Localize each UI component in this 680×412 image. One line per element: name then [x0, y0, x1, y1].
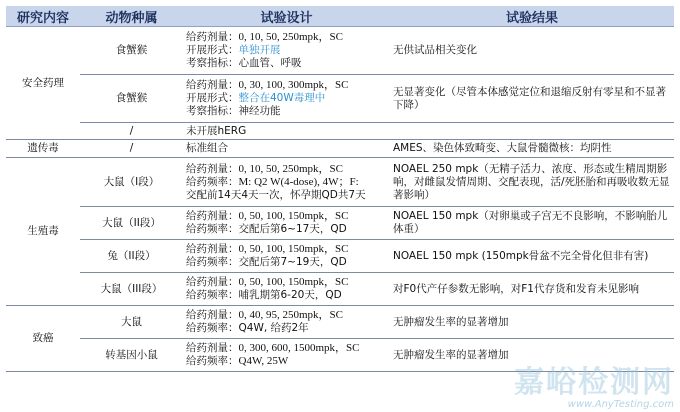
species-cell: 大鼠（III段） — [80, 273, 183, 306]
watermark-url: www.AnyTesting.com — [567, 399, 674, 410]
design-key: 给药剂量： — [186, 31, 239, 43]
header-results: 试验结果 — [390, 6, 674, 27]
design-value: 0, 50, 100, 150mpk，SC — [238, 276, 349, 288]
design-value: 神经功能 — [238, 105, 281, 117]
design-cell — [183, 273, 390, 306]
design-value: Q4W, 25W — [238, 355, 289, 367]
species-cell: 大鼠（II段） — [80, 207, 183, 240]
design-value: 交配前14天4天一次，怀孕期QD共7天 — [186, 188, 366, 201]
result-cell: NOAEL 150 mpk（对卵巢或子宫无不良影响，不影响胎儿体重） — [390, 207, 674, 240]
species-cell: / — [80, 140, 183, 158]
result-cell: 无显著变化（尽管本体感觉定位和退缩反射有零星和不显著下降） — [390, 75, 674, 123]
design-value: 心血管、呼吸 — [238, 57, 302, 69]
design-key: 考察指标： — [186, 57, 239, 69]
design-key: 给药剂量： — [186, 210, 239, 222]
result-cell — [390, 123, 674, 140]
result-cell: 无肿瘤发生率的显著增加 — [390, 339, 674, 372]
design-cell: 未开展hERG — [183, 123, 390, 140]
table-row — [6, 306, 674, 339]
species-cell: 食蟹猴 — [80, 27, 183, 75]
design-value: 交配后第7~19天，QD — [238, 256, 347, 268]
design-key: 给药剂量： — [186, 79, 239, 91]
design-cell: 标准组合 — [183, 140, 390, 158]
design-key: 开展形式： — [186, 92, 239, 104]
design-value: 0, 30, 100, 300mpk，SC — [238, 79, 349, 91]
design-key: 给药剂量： — [186, 309, 239, 321]
design-key: 给药剂量： — [186, 342, 239, 354]
species-cell: 兔（II段） — [80, 240, 183, 273]
category-cell: 安全药理 — [6, 27, 80, 140]
design-cell — [183, 207, 390, 240]
design-key: 给药频率： — [186, 355, 239, 367]
header-species: 动物种属 — [80, 6, 183, 27]
result-cell: 对F0代产仔参数无影响，对F1代存货和发育未见影响 — [390, 273, 674, 306]
design-key: 给药频率： — [186, 322, 239, 334]
study-table-container — [6, 6, 674, 408]
result-cell: NOAEL 250 mpk（无精子活力、浓度、形态或生精周期影响，对雌鼠发情周期、交配表现，活/死胚胎和再吸收数无显著影响） — [390, 158, 674, 207]
result-cell: NOAEL 150 mpk (150mpk骨盆不完全骨化但非有害) — [390, 240, 674, 273]
table-row — [6, 273, 674, 306]
result-cell: 无供试品相关变化 — [390, 27, 674, 75]
category-cell: 致癌 — [6, 306, 80, 372]
design-key: 给药频率： — [186, 175, 239, 188]
table-row — [6, 207, 674, 240]
design-cell — [183, 306, 390, 339]
table-row — [6, 27, 674, 75]
design-value: 0, 300, 600, 1500mpk，SC — [238, 342, 360, 354]
header-design: 试验设计 — [183, 6, 390, 27]
design-value: 哺乳期第6-20天，QD — [238, 289, 342, 301]
design-value: 交配后第6~17天，QD — [238, 223, 347, 235]
category-cell: 遗传毒 — [6, 140, 80, 158]
table-row — [6, 158, 674, 207]
design-key: 给药频率： — [186, 256, 239, 268]
design-cell — [183, 240, 390, 273]
table-row — [6, 75, 674, 123]
species-cell: 大鼠 — [80, 306, 183, 339]
table-header-row — [6, 6, 674, 27]
design-key: 给药频率： — [186, 223, 239, 235]
design-cell — [183, 75, 390, 123]
design-key: 给药频率： — [186, 289, 239, 301]
species-cell: 食蟹猴 — [80, 75, 183, 123]
table-row — [6, 123, 674, 140]
species-cell: 转基因小鼠 — [80, 339, 183, 372]
table-row — [6, 240, 674, 273]
design-value: 0, 50, 100, 150mpk，SC — [238, 243, 349, 255]
design-key: 给药剂量： — [186, 162, 239, 175]
design-key: 给药剂量： — [186, 243, 239, 255]
design-cell — [183, 339, 390, 372]
design-cell — [183, 158, 390, 207]
watermark-text: 嘉峪检测网 — [514, 365, 674, 400]
table-row — [6, 140, 674, 158]
design-cell — [183, 27, 390, 75]
design-key: 给药剂量： — [186, 276, 239, 288]
category-cell: 生殖毒 — [6, 158, 80, 306]
design-value: 0, 40, 95, 250mpk，SC — [238, 309, 344, 321]
design-key: 开展形式： — [186, 44, 239, 56]
design-key: 考察指标： — [186, 105, 239, 117]
result-cell: 无肿瘤发生率的显著增加 — [390, 306, 674, 339]
design-value: 0, 10, 50, 250mpk，SC — [238, 162, 344, 175]
species-cell: / — [80, 123, 183, 140]
header-study-content: 研究内容 — [6, 6, 80, 27]
design-value: 0, 10, 50, 250mpk，SC — [238, 31, 344, 43]
species-cell: 大鼠（I段） — [80, 158, 183, 207]
design-value: Q4W, 给药2年 — [238, 322, 309, 334]
design-value: 0, 50, 100, 150mpk，SC — [238, 210, 349, 222]
design-value-highlight: 整合在40W毒理中 — [238, 92, 326, 104]
design-value-highlight: 单独开展 — [238, 44, 281, 56]
design-value: M: Q2 W(4-dose), 4W；F: — [238, 175, 359, 188]
study-table — [6, 6, 674, 372]
result-cell: AMES、染色体致畸变、大鼠骨髓微核：均阴性 — [390, 140, 674, 158]
table-row — [6, 339, 674, 372]
